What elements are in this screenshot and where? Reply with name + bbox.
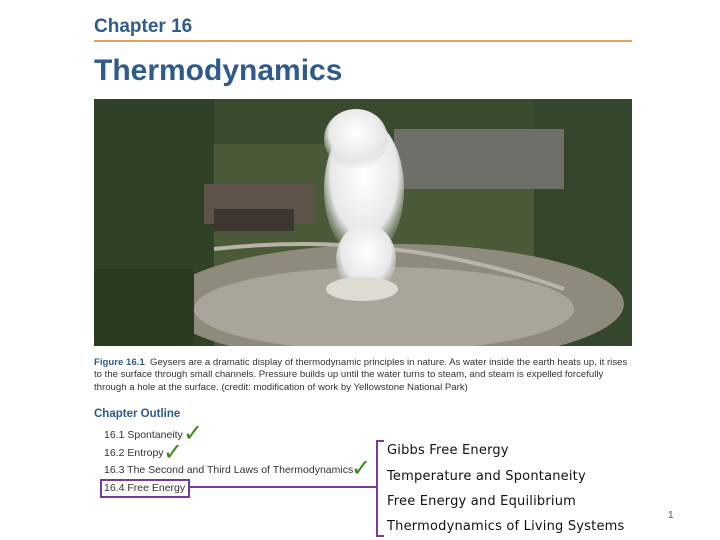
figure-caption	[94, 357, 634, 394]
bracket-line	[376, 440, 378, 537]
subtopic-free-energy-equilibrium: Free Energy and Equilibrium	[387, 494, 577, 509]
chapter-label: Chapter 16	[94, 16, 193, 37]
figure-caption-text: Geysers are a dramatic display of thermodynamic principles in nature. As water inside the earth heats up, it rises to the surface through small channels. Pressure builds up until the water turns to steam, and steam is expelled forcefully through a hole at the surface. (credit: modification of work by Yellowstone National Park)	[94, 357, 628, 393]
geyser-photo	[94, 99, 632, 346]
page-title: Thermodynamics	[94, 54, 343, 87]
outline-item-spontaneity: 16.1 Spontaneity	[104, 429, 183, 441]
bracket-connector	[188, 486, 378, 488]
outline-item-second-third-laws: 16.3 The Second and Third Laws of Thermodynamics	[104, 464, 354, 476]
highlight-box	[100, 479, 190, 498]
checkmark-icon: ✓	[183, 419, 204, 447]
outline-item-entropy: 16.2 Entropy	[104, 447, 164, 459]
checkmark-icon: ✓	[351, 454, 372, 482]
figure-label: Figure 16.1	[94, 357, 145, 368]
outline-item-free-energy: 16.4 Free Energy	[104, 482, 186, 494]
bracket-bottom-tick	[376, 535, 384, 537]
header-divider	[94, 40, 632, 42]
subtopic-gibbs-free-energy: Gibbs Free Energy	[387, 443, 509, 458]
bracket-top-tick	[376, 440, 384, 442]
checkmark-icon: ✓	[163, 438, 184, 466]
outline-heading: Chapter Outline	[94, 408, 181, 420]
subtopic-living-systems: Thermodynamics of Living Systems	[387, 519, 625, 534]
page-number: 1	[668, 510, 674, 521]
subtopic-temperature-spontaneity: Temperature and Spontaneity	[387, 469, 586, 484]
